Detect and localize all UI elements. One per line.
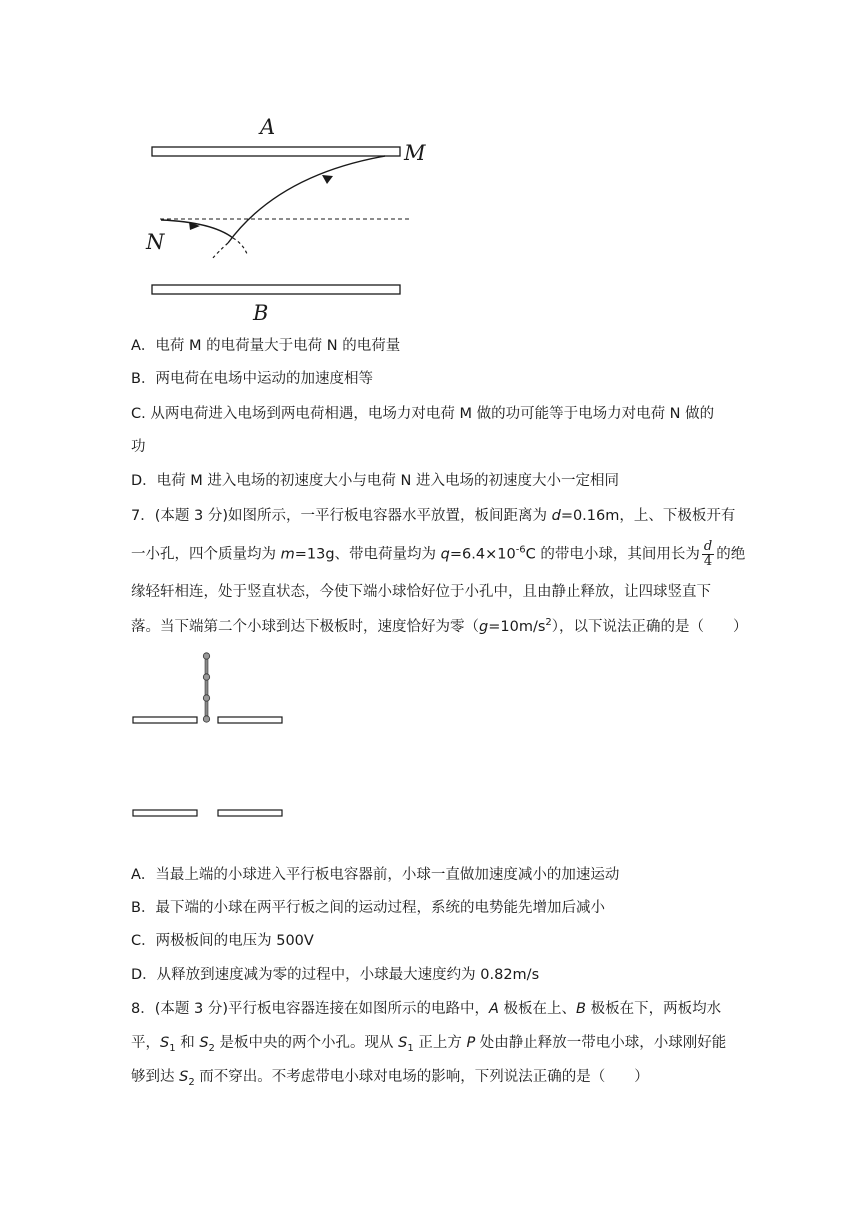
upper-plate-left: [133, 717, 197, 723]
plate-a: [152, 147, 400, 156]
trajectory-m: [228, 156, 385, 243]
q6-option-d: D．电荷 M 进入电场的初速度大小与电荷 N 进入电场的初速度大小一定相同: [131, 473, 619, 489]
q6-option-a: A．电荷 M 的电荷量大于电荷 N 的电荷量: [131, 338, 401, 354]
q7-stem-line1: 7．(本题 3 分)如图所示，一平行板电容器水平放置，板间距离为 d=0.16m，上、下极板开有: [131, 508, 736, 524]
q6-option-c-line1: C. 从两电荷进入电场到两电荷相遇，电场力对电荷 M 做的功可能等于电场力对电荷 N 做的: [131, 406, 715, 422]
lower-plate-right: [218, 810, 282, 816]
q7-option-b: B．最下端的小球在两平行板之间的运动过程，系统的电势能先增加后减小: [131, 900, 605, 916]
q7-option-c: C．两极板间的电压为 500V: [131, 933, 314, 949]
q7-stem-line4: 落。当下端第二个小球到达下极板时，速度恰好为零$(g=10m/s^2)$，以下说法正确的是（ ）: [131, 617, 748, 635]
trajectory-n-dashed: [233, 238, 247, 254]
q8-stem-line3: 够到达 $S_2$ 而不穿出。不考虑带电小球对电场的影响，下列说法正确的是（ ）: [131, 1069, 649, 1088]
q8-stem-line2: 平，$S_1$ 和 $S_2$ 是板中央的两个小孔。现从 $S_1$ 正上方 P 处由静止释放一带电小球，小球刚好能: [131, 1035, 727, 1054]
q6-option-b: B．两电荷在电场中运动的加速度相等: [131, 371, 373, 387]
q7-stem-line3: 缘轻轩相连，处于竖直状态，今使下端小球恰好位于小孔中，且由静止释放，让四球竖直下: [131, 584, 711, 600]
label-n: N: [146, 230, 165, 254]
trajectory-n: [161, 220, 233, 238]
q7-stem-line2: 一小孔，四个质量均为 m=13g、带电荷量均为 $q=6.4\times 10^{-6}C$ 的带电小球，其间用长为 $\frac{d}{4}$ 的绝: [131, 539, 746, 569]
insulating-rod: [205, 655, 208, 720]
label-b: B: [253, 301, 269, 325]
arrow-m: [322, 175, 333, 184]
ball-1: [203, 653, 209, 659]
label-m: M: [404, 141, 426, 165]
trajectory-m-dashed: [212, 243, 228, 259]
plate-b: [152, 285, 400, 294]
q8-stem-line1: 8．(本题 3 分)平行板电容器连接在如图所示的电路中，A 极板在上、B 极板在下，两板均水: [131, 1001, 722, 1017]
q6-option-c-line2: 功: [131, 439, 146, 455]
ball-4: [203, 716, 209, 722]
figure-capacitor-balls: [133, 653, 282, 816]
ball-3: [203, 695, 209, 701]
upper-plate-right: [218, 717, 282, 723]
q7-option-d: D．从释放到速度减为零的过程中，小球最大速度约为 0.82m/s: [131, 967, 540, 983]
q7-option-a: A．当最上端的小球进入平行板电容器前，小球一直做加速度减小的加速运动: [131, 867, 620, 883]
lower-plate-left: [133, 810, 197, 816]
label-a: A: [260, 115, 276, 139]
ball-2: [203, 674, 209, 680]
fraction-d-over-4: $\frac{d}{4}$: [703, 539, 713, 569]
